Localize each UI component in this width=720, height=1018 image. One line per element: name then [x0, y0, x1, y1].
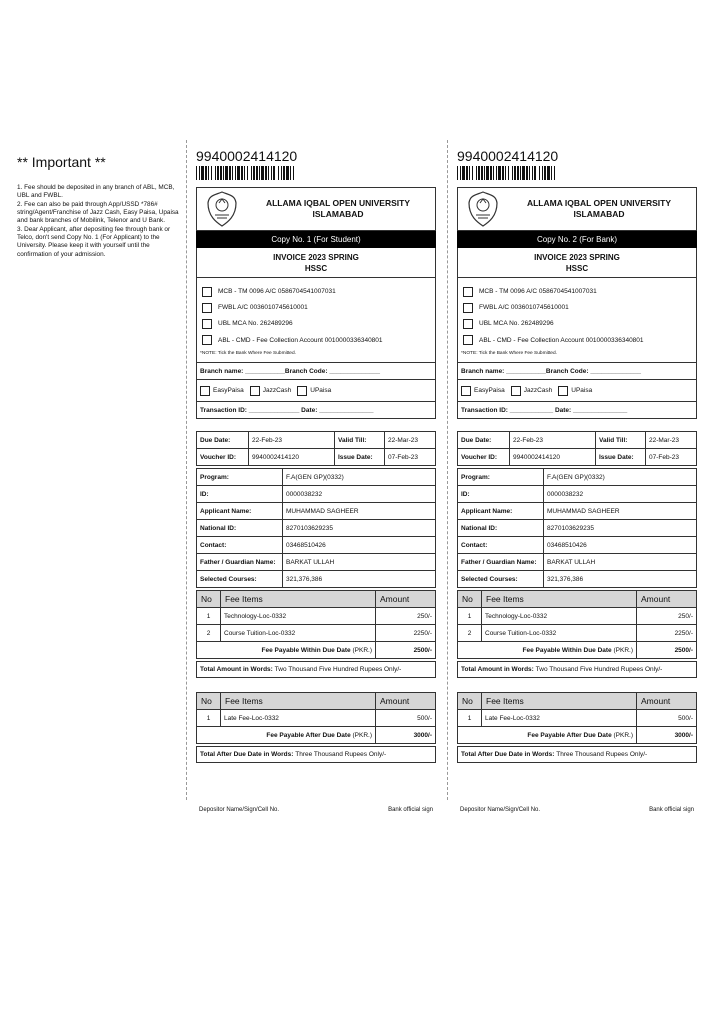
field-label: Selected Courses:: [197, 571, 283, 588]
bank-label: ABL - CMD - Fee Collection Account 0010000336340801: [218, 336, 383, 344]
fee-header-amount: Amount: [376, 693, 436, 710]
valid-till-value: 22-Mar-23: [385, 432, 436, 449]
field-value: MUHAMMAD SAGHEER: [283, 503, 436, 520]
bank-checkbox[interactable]: [202, 303, 212, 313]
fee-no: 1: [458, 710, 482, 727]
bank-sign-label: Bank official sign: [649, 807, 694, 813]
fee-item: Course Tuition-Loc-0332: [482, 625, 637, 642]
due-date-label: Due Date:: [197, 432, 249, 449]
due-date-label: Due Date:: [458, 432, 510, 449]
bank-checkbox[interactable]: [202, 319, 212, 329]
fee-header-amount: Amount: [637, 693, 697, 710]
fee-header-no: No: [458, 693, 482, 710]
invoice-program: HSSC: [565, 264, 589, 273]
pkr-label: (PKR.): [352, 731, 372, 739]
barcode-bar: [555, 166, 557, 180]
signature-row: [457, 807, 697, 813]
bank-option[interactable]: [197, 300, 435, 315]
payable-after-label: Fee Payable After Due Date: [266, 731, 351, 739]
total-words-label: Total Amount in Words:: [200, 666, 273, 673]
important-line: 3. Dear Applicant, after depositing fee through bank or Telco, don't send Copy No. 1 (For Applicant) to the University. Please keep it with yourself until the confirmation of your admission.: [17, 225, 171, 258]
university-city: ISLAMABAD: [312, 209, 364, 219]
payable-within-amount: 2500/-: [376, 642, 436, 659]
bank-option[interactable]: [458, 316, 696, 331]
university-logo-icon: [203, 189, 241, 229]
bank-sign-label: Bank official sign: [388, 807, 433, 813]
fee-header-amount: Amount: [376, 591, 436, 608]
university-city: ISLAMABAD: [573, 209, 625, 219]
voucher-dates-table: [196, 431, 436, 466]
field-value: BARKAT ULLAH: [544, 554, 697, 571]
total-in-words: [457, 661, 697, 678]
field-label: National ID:: [197, 520, 283, 537]
field-value: 321,376,386: [544, 571, 697, 588]
field-value: 0000038232: [544, 486, 697, 503]
field-value: 8270103629235: [283, 520, 436, 537]
field-value: 8270103629235: [544, 520, 697, 537]
jazzcash-checkbox[interactable]: [250, 386, 260, 396]
bank-note: *NOTE: Tick the Bank Where Fee Submitted.: [200, 350, 296, 356]
bank-options: [457, 278, 697, 363]
fee-no: 2: [458, 625, 482, 642]
fee-no: 2: [197, 625, 221, 642]
important-text: [17, 184, 183, 259]
fee-header-no: No: [458, 591, 482, 608]
easypaisa-checkbox[interactable]: [461, 386, 471, 396]
voucher-id-label: Voucher ID:: [458, 449, 510, 466]
jazzcash-label: JazzCash: [262, 387, 292, 394]
payable-after-amount: 3000/-: [376, 727, 436, 744]
voucher-dates-table: [457, 431, 697, 466]
student-copy-slip: [196, 148, 436, 813]
table-row: [197, 625, 436, 642]
bank-option[interactable]: [458, 333, 696, 348]
issue-date-value: 07-Feb-23: [646, 449, 697, 466]
table-row: [458, 625, 697, 642]
field-label: ID:: [197, 486, 283, 503]
university-name: [241, 198, 435, 220]
copy-label: Copy No. 1 (For Student): [196, 231, 436, 248]
bank-option[interactable]: [458, 284, 696, 299]
bank-options: [196, 278, 436, 363]
field-label: Program:: [458, 469, 544, 486]
fee-table: [457, 590, 697, 659]
bank-label: MCB - TM 0096 A/C 0586704541007031: [479, 288, 597, 295]
upaisa-checkbox[interactable]: [297, 386, 307, 396]
payable-after-cell: [458, 727, 637, 744]
barcode-bar: [294, 166, 296, 180]
important-notes: [17, 154, 183, 259]
issue-date-label: Issue Date:: [596, 449, 646, 466]
bank-checkbox[interactable]: [463, 335, 473, 345]
fee-header-items: Fee Items: [221, 591, 376, 608]
voucher-id-value: 9940002414120: [510, 449, 596, 466]
fee-item: Course Tuition-Loc-0332: [221, 625, 376, 642]
field-label: Contact:: [197, 537, 283, 554]
field-label: Applicant Name:: [458, 503, 544, 520]
fee-amount: 2250/-: [376, 625, 436, 642]
field-label: Applicant Name:: [197, 503, 283, 520]
branch-line: Branch name: ___________Branch Code: ______________: [457, 363, 697, 380]
fee-amount: 500/-: [376, 710, 436, 727]
pkr-label: (PKR.): [613, 646, 633, 654]
bank-label: ABL - CMD - Fee Collection Account 0010000336340801: [479, 336, 644, 344]
fee-item: Technology-Loc-0332: [482, 608, 637, 625]
barcode: [457, 166, 697, 180]
mobile-pay-options: [457, 380, 697, 402]
easypaisa-checkbox[interactable]: [200, 386, 210, 396]
field-label: Selected Courses:: [458, 571, 544, 588]
fee-header-no: No: [197, 693, 221, 710]
due-date-value: 22-Feb-23: [249, 432, 335, 449]
fee-item: Late Fee-Loc-0332: [482, 710, 637, 727]
transaction-line: Transaction ID: ____________ Date: _______________: [457, 402, 697, 419]
total-words-value: Two Thousand Five Hundred Rupees Only/-: [274, 666, 402, 673]
table-row: [458, 710, 697, 727]
bank-copy-slip: [457, 148, 697, 813]
payable-after-label: Fee Payable After Due Date: [527, 731, 612, 739]
bank-checkbox[interactable]: [463, 287, 473, 297]
barcode: [196, 166, 436, 180]
cut-line-left: [186, 140, 187, 800]
bank-note: *NOTE: Tick the Bank Where Fee Submitted.: [461, 350, 557, 356]
field-value: 321,376,386: [283, 571, 436, 588]
fee-amount: 250/-: [376, 608, 436, 625]
after-words-value: Three Thousand Rupees Only/-: [295, 751, 387, 758]
bank-checkbox[interactable]: [463, 319, 473, 329]
cut-line-middle: [447, 140, 448, 800]
invoice-term: INVOICE 2023 SPRING: [273, 253, 359, 262]
after-words-label: Total After Due Date in Words:: [461, 751, 555, 758]
depositor-sign-label: Depositor Name/Sign/Cell No.: [460, 807, 541, 813]
bank-option[interactable]: [197, 333, 435, 348]
bank-label: FWBL A/C 0036010745610001: [479, 304, 569, 312]
mobile-pay-options: [196, 380, 436, 402]
upaisa-label: UPaisa: [310, 387, 332, 394]
bank-checkbox[interactable]: [463, 303, 473, 313]
fee-no: 1: [458, 608, 482, 625]
branch-line: Branch name: ___________Branch Code: ______________: [196, 363, 436, 380]
fee-header-no: No: [197, 591, 221, 608]
total-in-words: [196, 661, 436, 678]
fee-amount: 250/-: [637, 608, 697, 625]
fee-header-items: Fee Items: [221, 693, 376, 710]
issue-date-value: 07-Feb-23: [385, 449, 436, 466]
fee-header-items: Fee Items: [482, 591, 637, 608]
pkr-label: (PKR.): [352, 646, 372, 654]
voucher-id-value: 9940002414120: [249, 449, 335, 466]
copy-label: Copy No. 2 (For Bank): [457, 231, 697, 248]
applicant-table: [457, 468, 697, 588]
jazzcash-label: JazzCash: [523, 387, 553, 394]
pkr-label: (PKR.): [613, 731, 633, 739]
after-words-value: Three Thousand Rupees Only/-: [556, 751, 648, 758]
bank-checkbox[interactable]: [202, 335, 212, 345]
field-label: Father / Guardian Name:: [197, 554, 283, 571]
voucher-number: 9940002414120: [196, 148, 298, 164]
total-words-label: Total Amount in Words:: [461, 666, 534, 673]
upaisa-label: UPaisa: [571, 387, 593, 394]
transaction-line: Transaction ID: ______________ Date: _______________: [196, 402, 436, 419]
university-name-line: ALLAMA IQBAL OPEN UNIVERSITY: [526, 198, 672, 208]
applicant-table: [196, 468, 436, 588]
after-due-in-words: [457, 746, 697, 763]
field-label: Program:: [197, 469, 283, 486]
issue-date-label: Issue Date:: [335, 449, 385, 466]
fee-amount: 2250/-: [637, 625, 697, 642]
bank-label: UBL MCA No. 262489296: [479, 320, 554, 328]
total-words-value: Two Thousand Five Hundred Rupees Only/-: [535, 666, 663, 673]
voucher-id-label: Voucher ID:: [197, 449, 249, 466]
field-value: 03468510426: [283, 537, 436, 554]
voucher-number: 9940002414120: [457, 148, 559, 164]
valid-till-label: Valid Till:: [596, 432, 646, 449]
easypaisa-label: EasyPaisa: [213, 387, 244, 394]
fee-item: Technology-Loc-0332: [221, 608, 376, 625]
fee-item: Late Fee-Loc-0332: [221, 710, 376, 727]
field-value: 03468510426: [544, 537, 697, 554]
payable-after-amount: 3000/-: [637, 727, 697, 744]
valid-till-value: 22-Mar-23: [646, 432, 697, 449]
field-label: ID:: [458, 486, 544, 503]
payable-within-amount: 2500/-: [637, 642, 697, 659]
fee-amount: 500/-: [637, 710, 697, 727]
bank-label: MCB - TM 0096 A/C 0586704541007031: [218, 288, 336, 295]
depositor-sign-label: Depositor Name/Sign/Cell No.: [199, 807, 280, 813]
important-line: 2. Fee can also be paid through App/USSD *786# string/Agent/Franchise of Jazz Cash, Easy Paisa, Upaisa and bank branches of Mobilink, Telenor and U Bank.: [17, 200, 179, 225]
invoice-program: HSSC: [304, 264, 328, 273]
easypaisa-label: EasyPaisa: [474, 387, 505, 394]
payable-within-cell: [197, 642, 376, 659]
signature-row: [196, 807, 436, 813]
payable-within-label: Fee Payable Within Due Date: [261, 646, 351, 654]
payable-within-cell: [458, 642, 637, 659]
university-header: [457, 187, 697, 231]
university-header: [196, 187, 436, 231]
field-value: F.A(GEN GP)(0332): [544, 469, 697, 486]
valid-till-label: Valid Till:: [335, 432, 385, 449]
university-name-line: ALLAMA IQBAL OPEN UNIVERSITY: [265, 198, 411, 208]
bank-label: UBL MCA No. 262489296: [218, 320, 293, 328]
fee-header-items: Fee Items: [482, 693, 637, 710]
bank-label: FWBL A/C 0036010745610001: [218, 304, 308, 312]
invoice-title: [196, 248, 436, 278]
fee-no: 1: [197, 608, 221, 625]
table-row: [458, 608, 697, 625]
table-row: [197, 608, 436, 625]
after-due-in-words: [196, 746, 436, 763]
invoice-title: [457, 248, 697, 278]
jazzcash-checkbox[interactable]: [511, 386, 521, 396]
fee-table: [196, 590, 436, 659]
payable-within-label: Fee Payable Within Due Date: [522, 646, 612, 654]
late-fee-table: [457, 692, 697, 744]
after-words-label: Total After Due Date in Words:: [200, 751, 294, 758]
field-label: Contact:: [458, 537, 544, 554]
invoice-term: INVOICE 2023 SPRING: [534, 253, 620, 262]
field-label: Father / Guardian Name:: [458, 554, 544, 571]
table-row: [197, 710, 436, 727]
important-title: ** Important **: [17, 154, 106, 170]
fee-no: 1: [197, 710, 221, 727]
field-value: BARKAT ULLAH: [283, 554, 436, 571]
upaisa-checkbox[interactable]: [558, 386, 568, 396]
bank-option[interactable]: [197, 316, 435, 331]
fee-header-amount: Amount: [637, 591, 697, 608]
field-value: MUHAMMAD SAGHEER: [544, 503, 697, 520]
due-date-value: 22-Feb-23: [510, 432, 596, 449]
payable-after-cell: [197, 727, 376, 744]
important-line: 1. Fee should be deposited in any branch of ABL, MCB, UBL and FWBL.: [17, 184, 175, 200]
bank-option[interactable]: [458, 300, 696, 315]
field-value: 0000038232: [283, 486, 436, 503]
bank-checkbox[interactable]: [202, 287, 212, 297]
field-label: National ID:: [458, 520, 544, 537]
university-logo-icon: [464, 189, 502, 229]
late-fee-table: [196, 692, 436, 744]
field-value: F.A(GEN GP)(0332): [283, 469, 436, 486]
university-name: [502, 198, 696, 220]
bank-option[interactable]: [197, 284, 435, 299]
